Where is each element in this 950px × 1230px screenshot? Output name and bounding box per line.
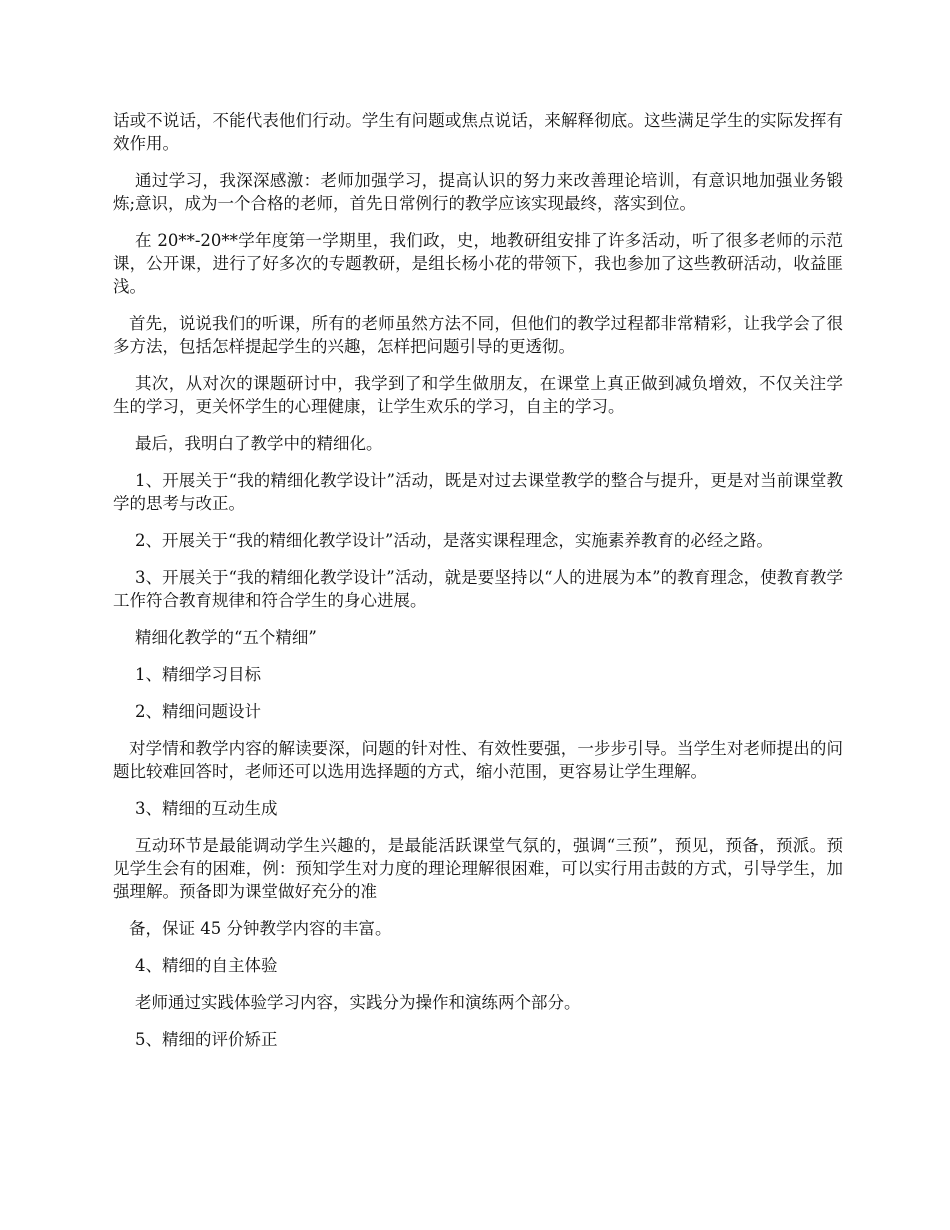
paragraph: 老师通过实践体验学习内容，实践分为操作和演练两个部分。 xyxy=(135,993,581,1012)
paragraph: 其次，从对次的课题研讨中，我学到了和学生做朋友，在课堂上真正做到减负增效，不仅关注学生的学习，更关怀学生的心理健康，让学生欢乐的学习，自主的学习。 xyxy=(113,374,843,416)
list-item: 2、精细问题设计 xyxy=(135,702,261,721)
list-item: 2、开展关于“我的精细化教学设计”活动，是落实课程理念，实施素养教育的必经之路。 xyxy=(135,531,773,550)
paragraph: 最后，我明白了教学中的精细化。 xyxy=(135,434,383,453)
paragraph: 在 20**-20**学年度第一学期里，我们政，史，地教研组安排了许多活动，听了很多老师的示范课，公开课，进行了好多次的专题教研，是组长杨小花的带领下，我也参加了这些教研活动，收益匪浅。 xyxy=(113,231,843,296)
paragraph: 备，保证 45 分钟教学内容的丰富。 xyxy=(129,919,392,938)
list-item: 1、开展关于“我的精细化教学设计”活动，既是对过去课堂教学的整合与提升，更是对当前课堂教学的思考与改正。 xyxy=(113,471,843,513)
section-heading: 精细化教学的“五个精细” xyxy=(135,628,317,647)
list-item: 4、精细的自主体验 xyxy=(135,956,278,975)
paragraph: 互动环节是最能调动学生兴趣的，是最能活跃课堂气氛的，强调“三预”，预见，预备，预派。预见学生会有的困难，例：预知学生对力度的理论理解很困难，可以实行用击鼓的方式，引导学生，加强理解。预备即为课堂做好充分的准 xyxy=(113,836,843,901)
document-body xyxy=(113,109,843,1065)
list-item: 1、精细学习目标 xyxy=(135,665,261,684)
paragraph: 话或不说话，不能代表他们行动。学生有问题或焦点说话，来解释彻底。这些满足学生的实际发挥有效作用。 xyxy=(113,111,843,153)
list-item: 5、精细的评价矫正 xyxy=(135,1030,278,1049)
paragraph: 通过学习，我深深感激：老师加强学习，提高认识的努力来改善理论培训，有意识地加强业务锻炼;意识，成为一个合格的老师，首先日常例行的教学应该实现最终，落实到位。 xyxy=(113,171,843,213)
list-item: 3、精细的互动生成 xyxy=(135,799,278,818)
paragraph: 对学情和教学内容的解读要深，问题的针对性、有效性要强，一步步引导。当学生对老师提出的问题比较难回答时，老师还可以选用选择题的方式，缩小范围，更容易让学生理解。 xyxy=(113,739,843,781)
paragraph: 首先，说说我们的听课，所有的老师虽然方法不同，但他们的教学过程都非常精彩，让我学会了很多方法，包括怎样提起学生的兴趣，怎样把问题引导的更透彻。 xyxy=(113,314,843,356)
list-item: 3、开展关于“我的精细化教学设计”活动，就是要坚持以“人的进展为本”的教育理念，使教育教学工作符合教育规律和符合学生的身心进展。 xyxy=(113,568,843,610)
